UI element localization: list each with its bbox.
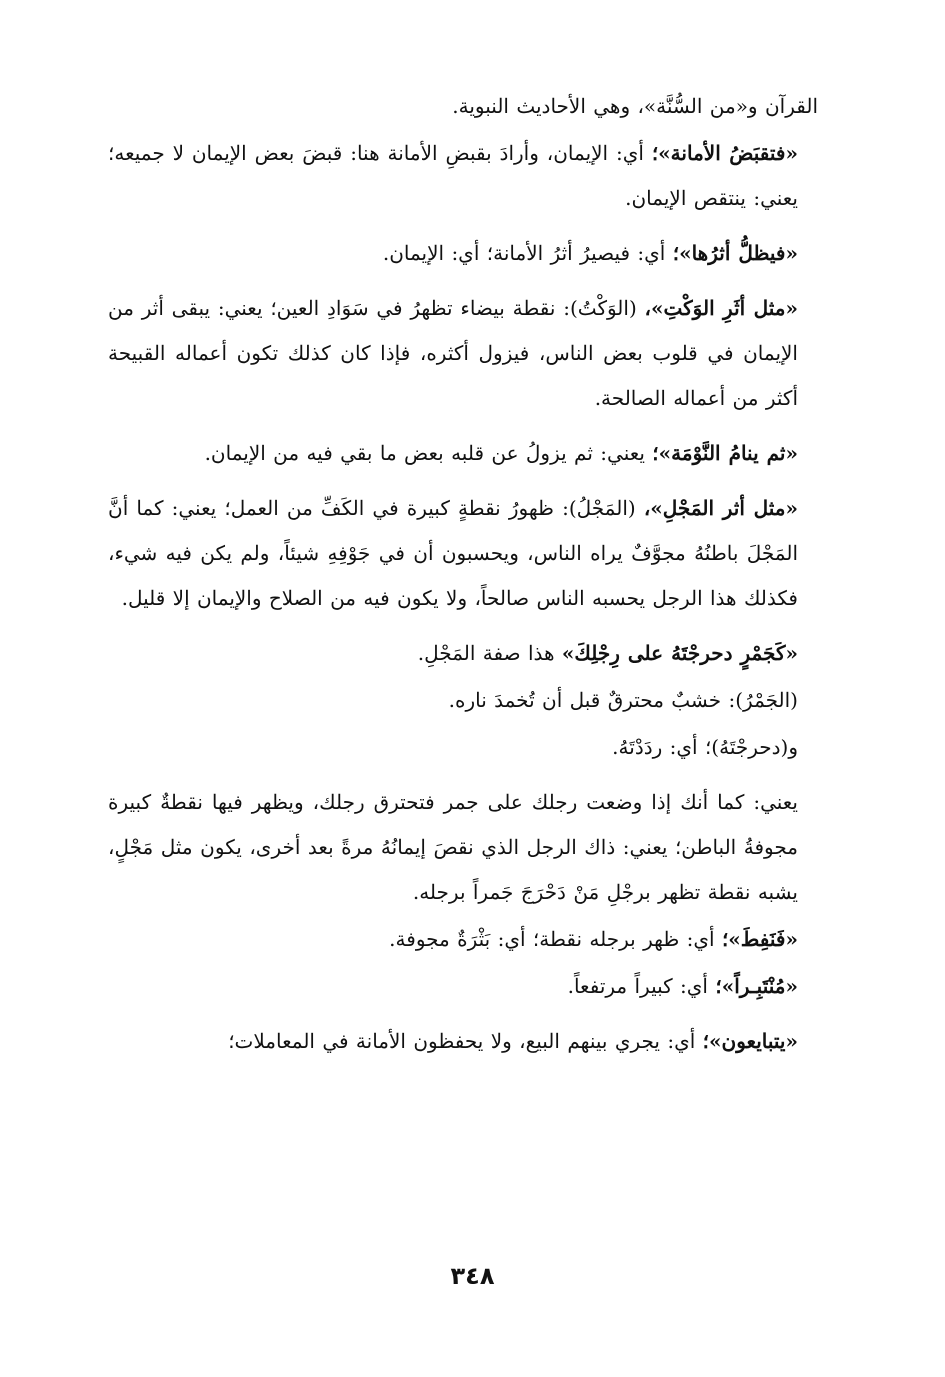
paragraph-4-lead: «مثل أثَرِ الوَكْتِ»، — [644, 296, 798, 320]
paragraph-8 — [108, 678, 818, 723]
paragraph-12 — [108, 964, 818, 1009]
paragraph-7 — [108, 631, 818, 676]
paragraph-10-text: يعني: كما أنك إذا وضعت رجلك على جمر فتحترق رجلك، ويظهر فيها نقطةٌ كبيرة مجوفةُ الباطن؛ يعني: ذاك الرجل الذي نقصَ إيمانُهُ مرةً بعد أخرى، يكون مثل مَجْلٍ، يشبه نقطة تظهر برجْلِ مَنْ دَحْرَجَ جَمراً برجله. — [108, 790, 798, 904]
paragraph-5-text: يعني: ثم يزولُ عن قلبه بعض ما بقي فيه من الإيمان. — [204, 441, 653, 465]
paragraph-2-text: أي: الإيمان، وأرادَ بقبضِ الأمانة هنا: قبضَ بعض الإيمان لا جميعه؛ يعني: ينتقص الإيمان. — [108, 141, 798, 210]
paragraph-4 — [108, 286, 818, 421]
paragraph-3-lead: «فيظلُّ أثرُها»؛ — [672, 241, 798, 265]
paragraph-1 — [108, 84, 818, 129]
page-number: ٣٤٨ — [450, 1262, 495, 1290]
paragraph-6 — [108, 486, 818, 621]
paragraph-9 — [108, 725, 818, 770]
paragraph-11 — [108, 917, 818, 962]
paragraph-2-lead: «فتقبَضُ الأمانة»؛ — [651, 141, 798, 165]
paragraph-11-text: أي: ظهر برجله نقطة؛ أي: بَثْرَةٌ مجوفة. — [389, 927, 722, 951]
paragraph-3 — [108, 231, 818, 276]
paragraph-12-text: أي: كبيراً مرتفعاً. — [567, 974, 716, 998]
paragraph-13-lead: «يتبايعون»؛ — [702, 1029, 798, 1053]
paragraph-13 — [108, 1019, 818, 1064]
paragraph-10 — [108, 780, 818, 915]
paragraph-1-text: القرآن و«من السُّنَّة»، وهي الأحاديث النبوية. — [452, 94, 818, 118]
paragraph-12-lead: «مُنْتَبِـراً»؛ — [715, 974, 798, 998]
paragraph-7-text: هذا صفة المَجْلِ. — [417, 641, 562, 665]
paragraph-4-text: (الوَكْتُ): نقطة بيضاء تظهرُ في سَوَادِ العين؛ يعني: يبقى أثر من الإيمان في قلوب بعض الناس، فيزول أكثره، فإذا كان كذلك تكون أعماله القبيحة أكثر من أعماله الصالحة. — [108, 296, 798, 410]
paragraph-7-lead: «كَجَمْرٍ دحرجْتَهُ على رِجْلِكَ» — [561, 641, 798, 665]
paragraph-6-lead: «مثل أثر المَجْلِ»، — [643, 496, 799, 520]
paragraph-9-text: و(دحرجْتَهُ)؛ أي: ردَدْتَهُ. — [612, 735, 798, 759]
paragraph-11-lead: «فَنَفِطَ»؛ — [721, 927, 798, 951]
paragraph-6-text: (المَجْلُ): ظهورُ نقطةٍ كبيرة في الكَفِّ من العمل؛ يعني: كما أنَّ المَجْلَ باطنُهُ مجوَّفٌ يراه الناس، ويحسبون أن في جَوْفِهِ شيئاً، ولم يكن فيه شيء، فكذلك هذا الرجل يحسبه الناس صالحاً، ولا يكون فيه من الصلاح والإيمان إلا قليل. — [108, 496, 798, 610]
paragraph-2 — [108, 131, 818, 221]
paragraph-13-text: أي: يجري بينهم البيع، ولا يحفظون الأمانة في المعاملات؛ — [228, 1029, 703, 1053]
page-body — [108, 84, 818, 1074]
paragraph-5 — [108, 431, 818, 476]
paragraph-3-text: أي: فيصيرُ أثرُ الأمانة؛ أي: الإيمان. — [382, 241, 673, 265]
paragraph-8-text: (الجَمْرُ): خشبٌ محترقٌ قبل أن تُخمدَ ناره. — [448, 688, 798, 712]
paragraph-5-lead: «ثم ينامُ النَّوْمَة»؛ — [652, 441, 798, 465]
